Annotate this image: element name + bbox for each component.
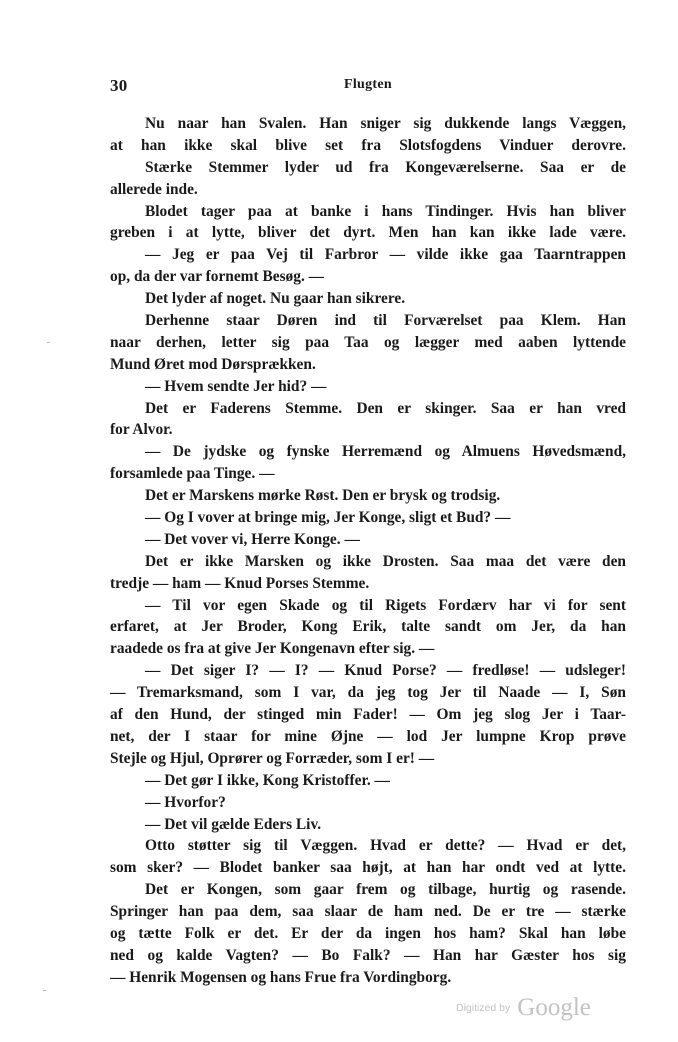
- text-line: som sker? — Blodet banker saa højt, at han har ondt ved at lytte.: [110, 859, 626, 877]
- text-line: — Og I vover at bringe mig, Jer Konge, sligt et Bud? —: [145, 509, 511, 527]
- text-line: Stærke Stemmer lyder ud fra Kongeværelserne. Saa er de: [145, 158, 626, 176]
- text-line: — Jeg er paa Vej til Farbror — vilde ikke gaa Taarntrappen: [145, 246, 626, 264]
- text-line: — Henrik Mogensen og hans Frue fra Vordingborg.: [110, 968, 452, 986]
- digitized-watermark: [456, 994, 616, 1026]
- text-line: greben i at lytte, bliver det dyrt. Men han kan ikke lade være.: [110, 224, 626, 242]
- text-line: naar derhen, letter sig paa Taa og lægger med aaben lyttende: [110, 333, 626, 351]
- google-logo: Google: [517, 994, 591, 1021]
- text-line: Nu naar han Svalen. Han sniger sig dukkende langs Væggen,: [145, 115, 626, 132]
- margin-mark: [47, 342, 50, 343]
- running-head: [110, 76, 626, 96]
- text-line: Det er Marskens mørke Røst. Den er brysk og trodsig.: [145, 487, 501, 505]
- text-line: Blodet tager paa at banke i hans Tindinger. Hvis han bliver: [145, 202, 626, 220]
- text-line: Stejle og Hjul, Oprører og Forræder, som I er! —: [110, 749, 435, 767]
- text-line: — Det siger I? — I? — Knud Porse? — fredløse! — udsleger!: [145, 662, 626, 680]
- text-line: Derhenne staar Døren ind til Forværelset paa Klem. Han: [145, 312, 626, 330]
- text-line: erfaret, at Jer Broder, Kong Erik, talte sandt om Jer, da han: [110, 618, 626, 636]
- text-line: Det er Kongen, som gaar frem og tilbage, hurtig og rasende.: [145, 881, 626, 899]
- text-line: net, der I staar for mine Øjne — lod Jer lumpne Krop prøve: [110, 727, 626, 745]
- text-line: tredje — ham — Knud Porses Stemme.: [110, 574, 370, 592]
- watermark-prefix: Digitized by: [456, 1002, 511, 1014]
- text-line: for Alvor.: [110, 421, 173, 439]
- text-line: — Det vover vi, Herre Konge. —: [145, 530, 360, 548]
- text-line: op, da der var fornemt Besøg. —: [110, 268, 325, 286]
- text-line: Springer han paa dem, saa slaar de ham ned. De er tre — stærke: [110, 903, 626, 921]
- text-line: ned og kalde Vagten? — Bo Falk? — Han har Gæster hos sig: [110, 946, 626, 964]
- text-line: Det er Faderens Stemme. Den er skinger. Saa er han vred: [145, 399, 626, 417]
- text-line: raadede os fra at give Jer Kongenavn efter sig. —: [110, 640, 435, 658]
- text-line: — Det vil gælde Eders Liv.: [145, 815, 322, 833]
- margin-mark: [43, 990, 46, 991]
- text-line: af den Hund, der stinged min Fader! — Om jeg slog Jer i Taar-: [110, 706, 626, 724]
- text-line: Det er ikke Marsken og ikke Drosten. Saa maa det være den: [145, 552, 626, 570]
- text-line: Det lyder af noget. Nu gaar han sikrere.: [145, 290, 406, 308]
- running-title: Flugten: [344, 77, 392, 92]
- text-line: — De jydske og fynske Herremænd og Almuens Høvedsmænd,: [145, 443, 626, 461]
- body-text: [110, 113, 626, 989]
- text-line: — Det gør I ikke, Kong Kristoffer. —: [145, 771, 390, 789]
- text-line: Mund Øret mod Dørsprækken.: [110, 355, 316, 373]
- text-line: Otto støtter sig til Væggen. Hvad er dette? — Hvad er det,: [145, 837, 626, 855]
- text-line: — Hvorfor?: [145, 793, 226, 811]
- text-line: forsamlede paa Tinge. —: [110, 465, 275, 483]
- text-line: — Til vor egen Skade og til Rigets Fordærv har vi for sent: [145, 596, 626, 614]
- text-line: allerede inde.: [110, 180, 198, 198]
- page-number: 30: [110, 76, 128, 95]
- text-line: at han ikke skal blive set fra Slotsfogdens Vinduer derovre.: [110, 136, 626, 154]
- text-line: — Tremarksmand, som I var, da jeg tog Jer til Naade — I, Søn: [110, 684, 626, 702]
- text-line: — Hvem sendte Jer hid? —: [145, 377, 327, 395]
- text-line: og tætte Folk er det. Er der da ingen hos ham? Skal han løbe: [110, 924, 626, 942]
